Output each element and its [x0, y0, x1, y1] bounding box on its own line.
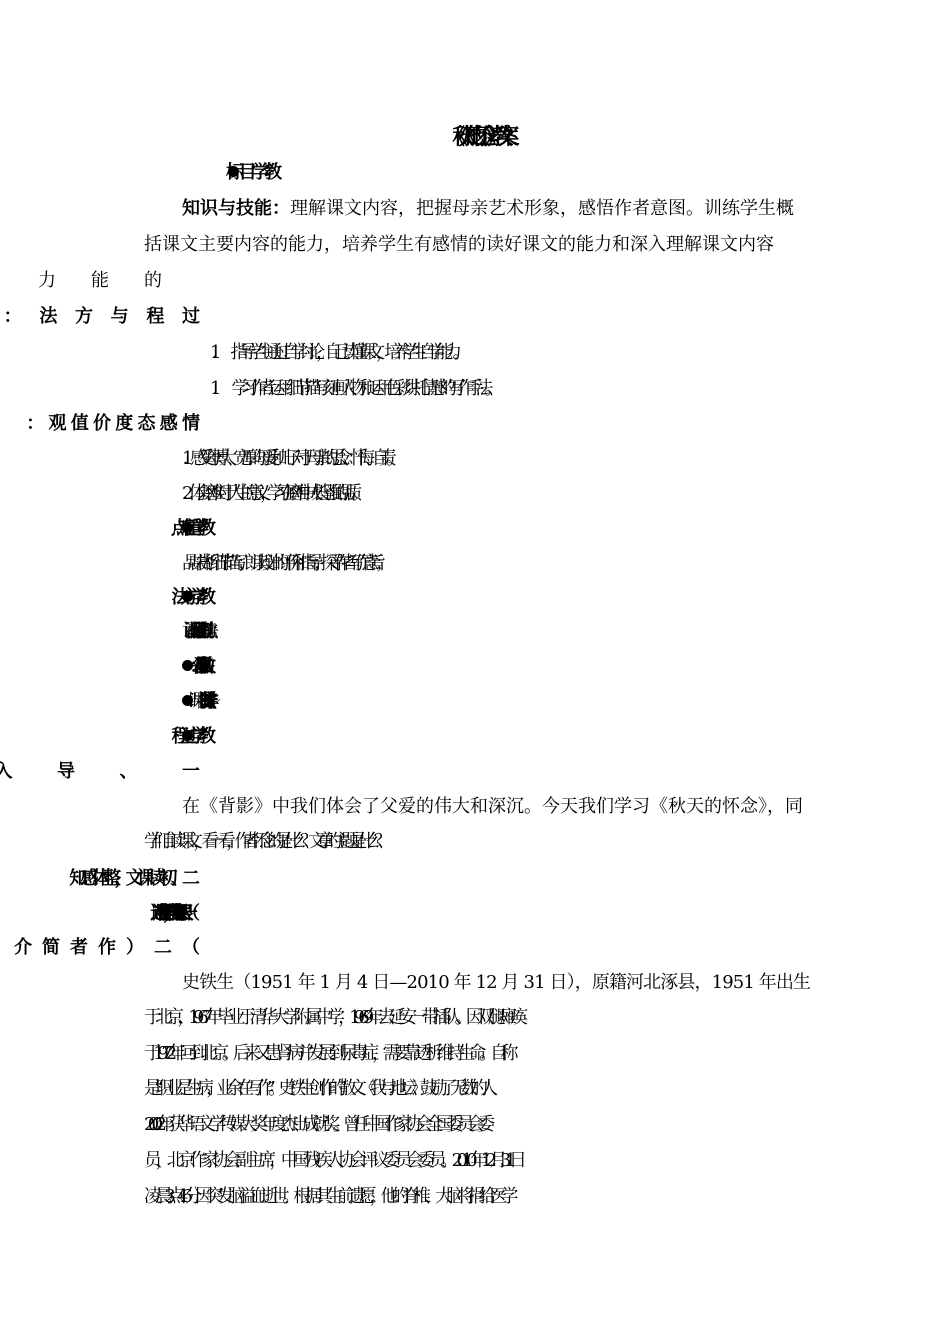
bio-line: 史铁生（1951 年 1 月 4 日—2010 年 12 月 31 日），原籍河北涿县，1951 年出生 — [182, 972, 811, 993]
section-1-heading — [182, 760, 950, 784]
knowledge-line-1 — [182, 197, 806, 221]
bullet-icon — [182, 695, 193, 706]
bio-line: 于北京，1967 年毕业于清华大学附属中学，1969 年去延安一带插队。因双腿瘫痪 — [144, 1007, 522, 1028]
intro-line-1: 在《背影》中我们体会了父爱的伟大和深沉。今天我们学习《秋天的怀念》，同 — [182, 796, 803, 817]
process-item: 1． 指导学生通过自学讨论，自己读懂课文，培养学生自学能力。 — [210, 342, 462, 363]
subsection-1-heading — [182, 902, 950, 926]
knowledge-label: 知识与技能： — [182, 198, 290, 219]
process-heading — [182, 725, 950, 749]
bullet-icon — [182, 591, 193, 602]
bio-line: 是“职业是生病，业余在写作”。史铁生创作的散文《我与地坛》鼓励了无数的人 — [144, 1078, 491, 1099]
bullet-icon — [228, 166, 239, 177]
subsection-2-heading — [182, 936, 950, 960]
method-heading — [182, 586, 950, 610]
intro-line-2: 学们自读课文，看一看，作者怀念的是什么？文章的主题是什么？ — [144, 831, 382, 852]
key-points-heading — [182, 517, 950, 541]
key-points-text: 品味赏析细节描写；朗读设计的评价和指导；探寻作者写作意旨； — [182, 553, 382, 574]
knowledge-line-2: 括课文主要内容的能力，培养学生有感情的读好课文的能力和深入理解课文内容 — [144, 234, 774, 255]
bio-line: 凌晨 3 点 46 分因突发脑溢血逝世。根据其生前遗愿，他的脊椎、大脑将捐给医学 — [144, 1186, 512, 1207]
bio-line: 员，北京作家协会副主席，中国残疾人协会评议委员会委员。2010 年 12 月 31 日 — [144, 1150, 521, 1171]
section-2-heading — [182, 867, 950, 891]
objectives-heading — [228, 161, 950, 185]
emotion-item: 2．体会磨难对于人生的意义，学习在磨难中成长坚强的品质。 — [182, 483, 358, 504]
knowledge-line-3 — [144, 269, 950, 293]
bio-line: 2002 年获华语文学传媒大奖年度杰出成就奖。曾任中国作家协会全国委员会委 — [144, 1114, 488, 1135]
document-title: 《秋天的怀念》教案 — [445, 124, 504, 150]
emotion-item: 1．感受母博大、宽厚的母爱和儿子对于母亲的思念、忏悔、自责。 — [182, 448, 394, 469]
bullet-icon — [182, 730, 193, 741]
schedule-line — [182, 690, 950, 714]
bio-line: 于 1972 年回到北京。后来又患肾病并发展到尿毒症，需要靠透析维持生命。自称 — [144, 1043, 512, 1064]
bullet-icon — [182, 522, 193, 533]
emotion-label — [182, 412, 950, 436]
bullet-icon — [182, 660, 193, 671]
schedule-label: 课时安排： — [198, 691, 204, 712]
knowledge-text-1: 理解课文内容，把握母亲艺术形象，感悟作者意图。训练学生概 — [290, 198, 794, 219]
process-method-label — [182, 305, 950, 329]
method-text: 诵读法、品析法、精段阅读法、资料助读法 — [182, 621, 202, 642]
process-item: 1． 学习作者运用细节描写刻画人物和运用色彩烘托情感的写作手法。 — [210, 378, 494, 399]
tools-line — [182, 655, 950, 679]
